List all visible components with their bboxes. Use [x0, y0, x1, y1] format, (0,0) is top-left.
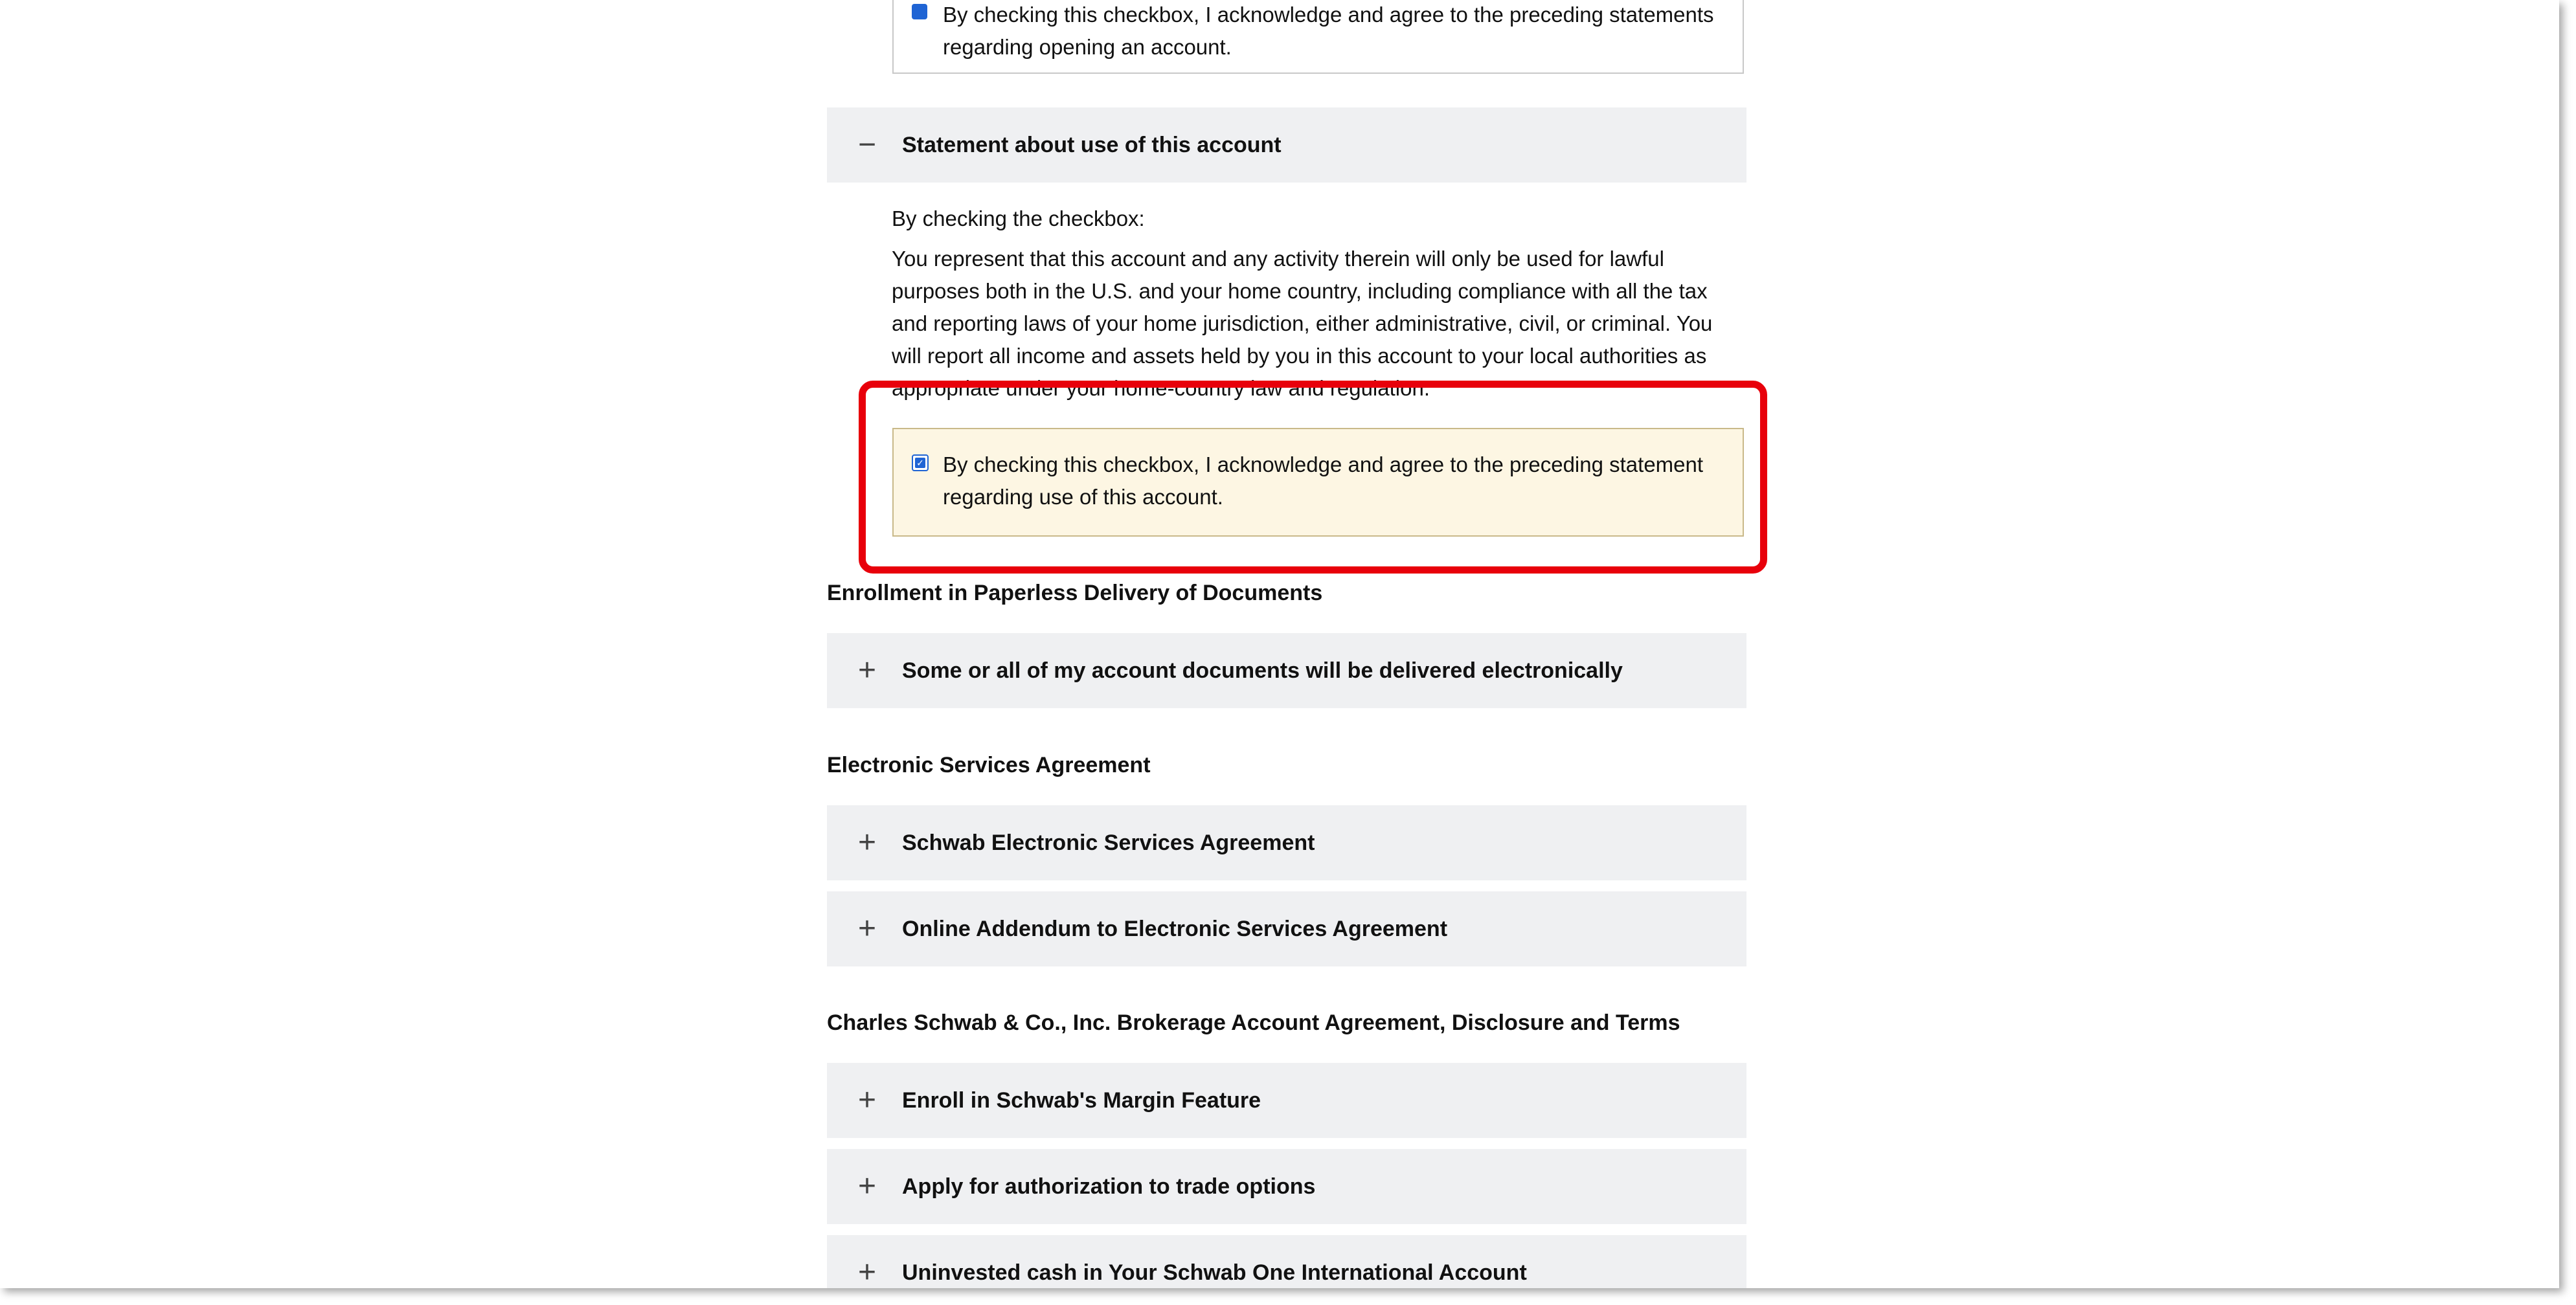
- accordion-label: Uninvested cash in Your Schwab One International Account: [902, 1260, 1527, 1285]
- expand-icon: +: [857, 1169, 877, 1203]
- expand-icon: +: [857, 825, 877, 860]
- account-use-consent-text: By checking this checkbox, I acknowledge and agree to the preceding statement regarding use of this account.: [943, 452, 1704, 509]
- checkmark-icon: ✓: [915, 458, 925, 468]
- expand-icon: +: [857, 1255, 877, 1288]
- electronic-services-heading: Electronic Services Agreement: [827, 753, 1151, 777]
- accordion-schwab-electronic-services[interactable]: [827, 805, 1746, 880]
- accordion-label: Schwab Electronic Services Agreement: [902, 831, 1315, 855]
- paperless-heading: Enrollment in Paperless Delivery of Documents: [827, 581, 1323, 605]
- previous-consent-box: [892, 0, 1744, 74]
- collapse-icon: −: [857, 128, 877, 162]
- brokerage-heading: Charles Schwab & Co., Inc. Brokerage Account Agreement, Disclosure and Terms: [827, 1010, 1680, 1035]
- account-use-body: You represent that this account and any activity therein will only be used for lawful purposes both in the U.S. and your home country, including compliance with all the tax and reporting laws of your home jurisdiction, either administrative, civil, or criminal. You will report all income and assets held by you in this account to your local authorities as appropriate under your home-country law and regulation.: [892, 247, 1713, 400]
- accordion-options-authorization[interactable]: [827, 1149, 1746, 1224]
- expand-icon: +: [857, 911, 877, 946]
- accordion-online-addendum[interactable]: [827, 891, 1746, 966]
- accordion-label: Enroll in Schwab's Margin Feature: [902, 1088, 1261, 1113]
- accordion-label: Online Addendum to Electronic Services Agreement: [902, 917, 1448, 941]
- account-use-intro: By checking the checkbox:: [892, 206, 1145, 230]
- account-use-consent[interactable]: [892, 428, 1744, 537]
- accordion-paperless-delivery[interactable]: [827, 633, 1746, 708]
- accordion-label: Statement about use of this account: [902, 133, 1282, 157]
- expand-icon: +: [857, 653, 877, 687]
- previous-consent-checkbox[interactable]: [912, 4, 927, 19]
- accordion-account-use[interactable]: [827, 107, 1746, 183]
- expand-icon: +: [857, 1083, 877, 1117]
- accordion-margin-feature[interactable]: [827, 1063, 1746, 1138]
- previous-consent-text: By checking this checkbox, I acknowledge and agree to the preceding statements regarding opening an account.: [943, 3, 1714, 59]
- account-use-checkbox[interactable]: [912, 454, 929, 471]
- accordion-label: Apply for authorization to trade options: [902, 1174, 1316, 1199]
- accordion-uninvested-cash[interactable]: [827, 1235, 1746, 1288]
- accordion-label: Some or all of my account documents will be delivered electronically: [902, 658, 1623, 683]
